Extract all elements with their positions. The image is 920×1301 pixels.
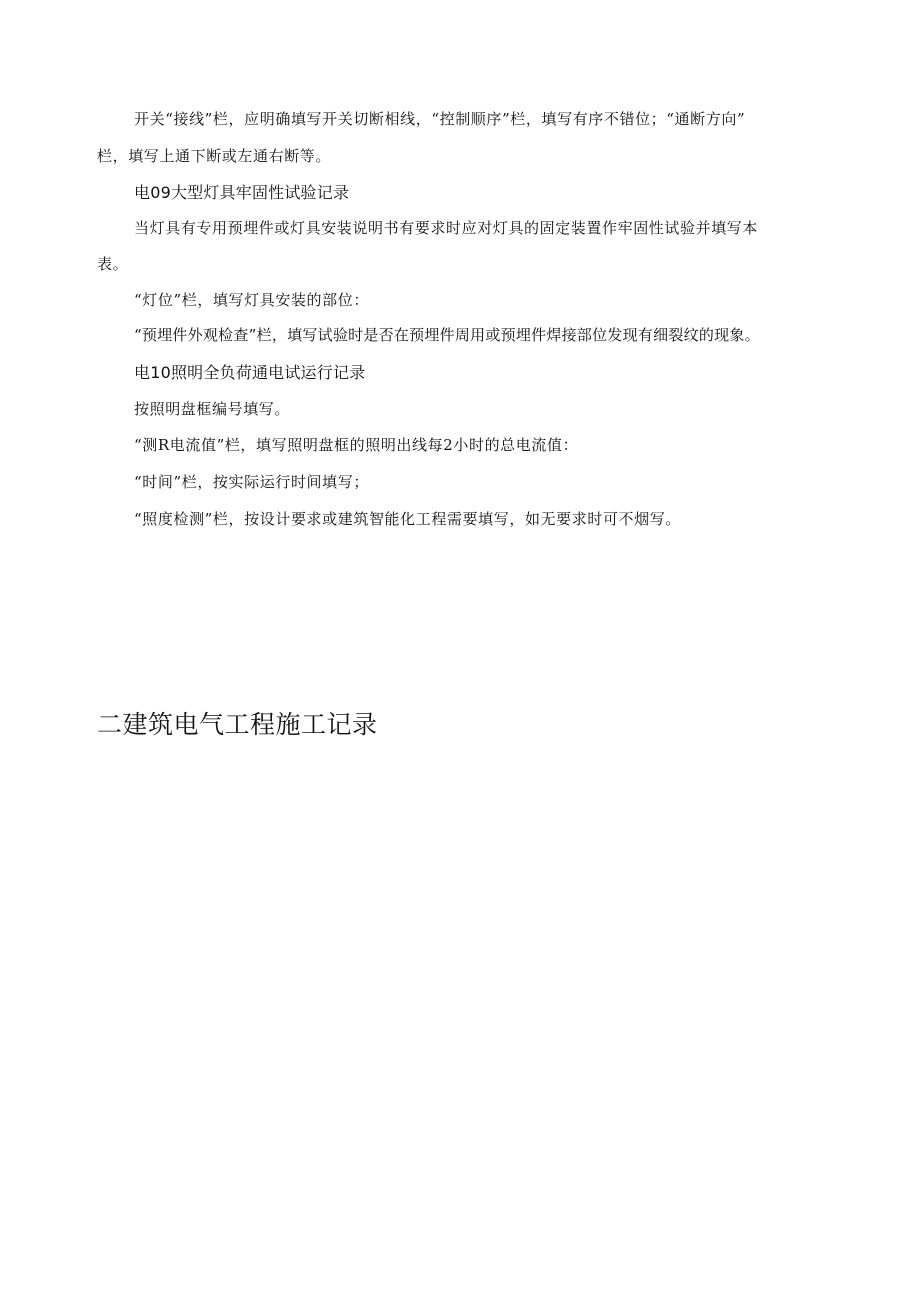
section-title-electrical-construction-records: 二建筑电气工程施工记录 — [97, 710, 378, 739]
paragraph-current-value: “测R电流值”栏，填写照明盘框的照明出线每2小时的总电流值： — [134, 436, 579, 454]
paragraph-switch-wiring-line2: 栏，填写上通下断或左通右断等。 — [97, 147, 332, 165]
paragraph-fixture-test-line1: 当灯具有专用预埋件或灯具安装说明书有要求时应对灯具的固定装置作牢固性试验并填写本 — [134, 219, 759, 237]
heading-electric-09: 电09大型灯具牢固性试验记录 — [134, 183, 350, 202]
paragraph-illuminance: “照度检测”栏，按设计要求或建筑智能化工程需要填写，如无要求时可不烟写。 — [134, 510, 681, 528]
paragraph-time: “时间”栏，按实际运行时间填写； — [134, 473, 369, 491]
heading-electric-10: 电10照明全负荷通电试运行记录 — [134, 363, 366, 382]
paragraph-fixture-test-line2: 表。 — [97, 255, 129, 273]
paragraph-switch-wiring-line1: 开关“接线”栏，应明确填写开关切断相线，“控制顺序”栏，填写有序不错位；“通断方向” — [134, 110, 746, 128]
paragraph-embedded-part-check: “预埋件外观检查”栏，填写试验时是否在预埋件周用或预埋件焊接部位发现有细裂纹的现象。 — [134, 326, 760, 344]
paragraph-panel-number: 按照明盘框编号填写。 — [134, 400, 291, 418]
paragraph-lamp-position: “灯位”栏，填写灯具安装的部位： — [134, 291, 369, 309]
